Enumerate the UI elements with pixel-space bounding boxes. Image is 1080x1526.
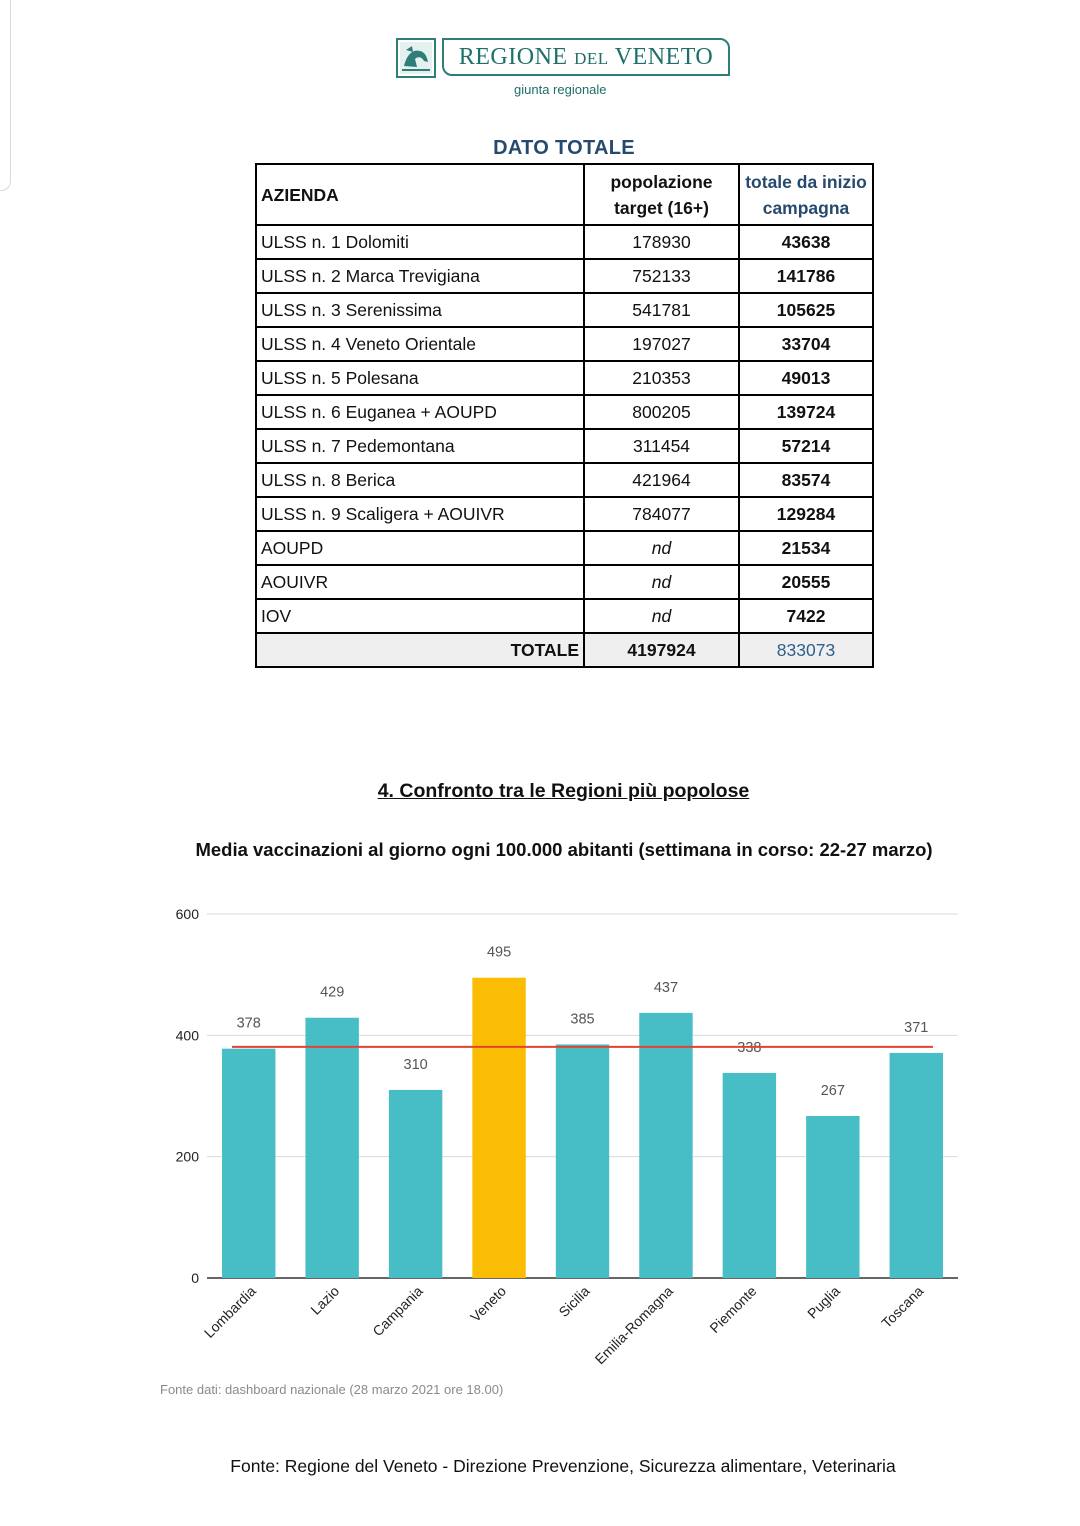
data-label: 495 bbox=[486, 944, 512, 961]
x-tick-label: Emilia-Romagna bbox=[591, 1282, 677, 1368]
cell-popolazione: 197027 bbox=[584, 327, 739, 361]
bar bbox=[556, 1044, 609, 1278]
table-row bbox=[256, 497, 873, 531]
cell-azienda: ULSS n. 9 Scaligera + AOUIVR bbox=[256, 497, 584, 531]
cell-totale: 139724 bbox=[739, 395, 873, 429]
x-tick-label: Piemonte bbox=[706, 1282, 760, 1336]
x-tick-label: Veneto bbox=[467, 1282, 510, 1325]
cell-azienda: ULSS n. 1 Dolomiti bbox=[256, 225, 584, 259]
data-label: 267 bbox=[820, 1083, 845, 1100]
cell-popolazione: 210353 bbox=[584, 361, 739, 395]
bar bbox=[890, 1053, 943, 1278]
cell-totale: 129284 bbox=[739, 497, 873, 531]
total-totale: 833073 bbox=[739, 633, 873, 667]
cell-azienda: ULSS n. 6 Euganea + AOUPD bbox=[256, 395, 584, 429]
brand-name-box bbox=[442, 38, 730, 76]
cell-azienda: ULSS n. 8 Berica bbox=[256, 463, 584, 497]
table-title: DATO TOTALE bbox=[493, 137, 635, 159]
page-edge-mark bbox=[0, 0, 11, 191]
cell-popolazione: 421964 bbox=[584, 463, 739, 497]
cell-azienda: ULSS n. 3 Serenissima bbox=[256, 293, 584, 327]
total-popolazione: 4197924 bbox=[584, 633, 739, 667]
cell-popolazione: 541781 bbox=[584, 293, 739, 327]
table-header-row bbox=[256, 164, 873, 225]
y-tick-label: 200 bbox=[175, 1148, 199, 1165]
vaccination-table bbox=[255, 163, 874, 668]
table-row bbox=[256, 565, 873, 599]
x-tick-label: Sicilia bbox=[555, 1282, 593, 1320]
bar bbox=[806, 1116, 859, 1278]
header-popolazione: popolazione target (16+) bbox=[584, 164, 739, 225]
total-label: TOTALE bbox=[256, 633, 584, 667]
table-row bbox=[256, 327, 873, 361]
cell-popolazione: nd bbox=[584, 565, 739, 599]
cell-azienda: ULSS n. 7 Pedemontana bbox=[256, 429, 584, 463]
x-tick-label: Lazio bbox=[307, 1282, 343, 1318]
cell-totale: 33704 bbox=[739, 327, 873, 361]
data-label: 378 bbox=[236, 1015, 261, 1032]
cell-azienda: ULSS n. 4 Veneto Orientale bbox=[256, 327, 584, 361]
cell-azienda: IOV bbox=[256, 599, 584, 633]
data-label: 338 bbox=[737, 1039, 762, 1056]
chart-source-note: Fonte dati: dashboard nazionale (28 marzo 2021 ore 18.00) bbox=[160, 1382, 504, 1397]
cell-azienda: AOUIVR bbox=[256, 565, 584, 599]
y-tick-label: 600 bbox=[175, 906, 199, 922]
data-label: 385 bbox=[570, 1011, 595, 1028]
cell-popolazione: 178930 bbox=[584, 225, 739, 259]
table-total-row bbox=[256, 633, 873, 667]
bar bbox=[472, 978, 525, 1278]
bar bbox=[389, 1090, 442, 1278]
x-tick-label: Campania bbox=[369, 1282, 426, 1340]
x-tick-label: Toscana bbox=[878, 1282, 927, 1332]
data-label: 371 bbox=[904, 1019, 929, 1036]
cell-totale: 20555 bbox=[739, 565, 873, 599]
brand-name: REGIONE DEL VENETO bbox=[458, 43, 714, 70]
cell-azienda: ULSS n. 2 Marca Trevigiana bbox=[256, 259, 584, 293]
footer-source: Fonte: Regione del Veneto - Direzione Prevenzione, Sicurezza alimentare, Veterinaria bbox=[230, 1456, 896, 1476]
bar bbox=[305, 1018, 358, 1278]
chart-title: Media vaccinazioni al giorno ogni 100.000 abitanti (settimana in corso: 22-27 marzo) bbox=[195, 839, 933, 860]
table-row bbox=[256, 225, 873, 259]
data-label: 310 bbox=[403, 1056, 428, 1073]
bar-chart bbox=[150, 895, 970, 1390]
cell-totale: 7422 bbox=[739, 599, 873, 633]
y-tick-label: 400 bbox=[175, 1027, 199, 1044]
lion-emblem-icon bbox=[396, 38, 436, 78]
bar bbox=[723, 1073, 776, 1278]
cell-popolazione: nd bbox=[584, 531, 739, 565]
cell-azienda: ULSS n. 5 Polesana bbox=[256, 361, 584, 395]
table-row bbox=[256, 293, 873, 327]
data-label: 429 bbox=[320, 984, 345, 1001]
x-tick-label: Lombardia bbox=[200, 1282, 259, 1341]
cell-totale: 57214 bbox=[739, 429, 873, 463]
bar bbox=[222, 1049, 275, 1278]
table-row bbox=[256, 395, 873, 429]
table-row bbox=[256, 259, 873, 293]
cell-popolazione: 752133 bbox=[584, 259, 739, 293]
header-logo bbox=[396, 38, 736, 100]
table-row bbox=[256, 599, 873, 633]
cell-totale: 43638 bbox=[739, 225, 873, 259]
cell-totale: 105625 bbox=[739, 293, 873, 327]
cell-azienda: AOUPD bbox=[256, 531, 584, 565]
cell-popolazione: 311454 bbox=[584, 429, 739, 463]
cell-totale: 141786 bbox=[739, 259, 873, 293]
cell-totale: 83574 bbox=[739, 463, 873, 497]
cell-popolazione: nd bbox=[584, 599, 739, 633]
table-row bbox=[256, 463, 873, 497]
table-row bbox=[256, 531, 873, 565]
data-label: 437 bbox=[653, 979, 679, 996]
cell-totale: 21534 bbox=[739, 531, 873, 565]
table-row bbox=[256, 361, 873, 395]
y-tick-label: 0 bbox=[191, 1270, 199, 1286]
cell-popolazione: 800205 bbox=[584, 395, 739, 429]
cell-totale: 49013 bbox=[739, 361, 873, 395]
table-row bbox=[256, 429, 873, 463]
section-title: 4. Confronto tra le Regioni più popolose bbox=[377, 780, 750, 802]
x-tick-label: Puglia bbox=[804, 1282, 843, 1322]
header-totale: totale da inizio campagna bbox=[739, 164, 873, 225]
cell-popolazione: 784077 bbox=[584, 497, 739, 531]
bar bbox=[639, 1013, 692, 1278]
header-azienda: AZIENDA bbox=[256, 164, 584, 225]
brand-subtitle: giunta regionale bbox=[514, 82, 607, 97]
